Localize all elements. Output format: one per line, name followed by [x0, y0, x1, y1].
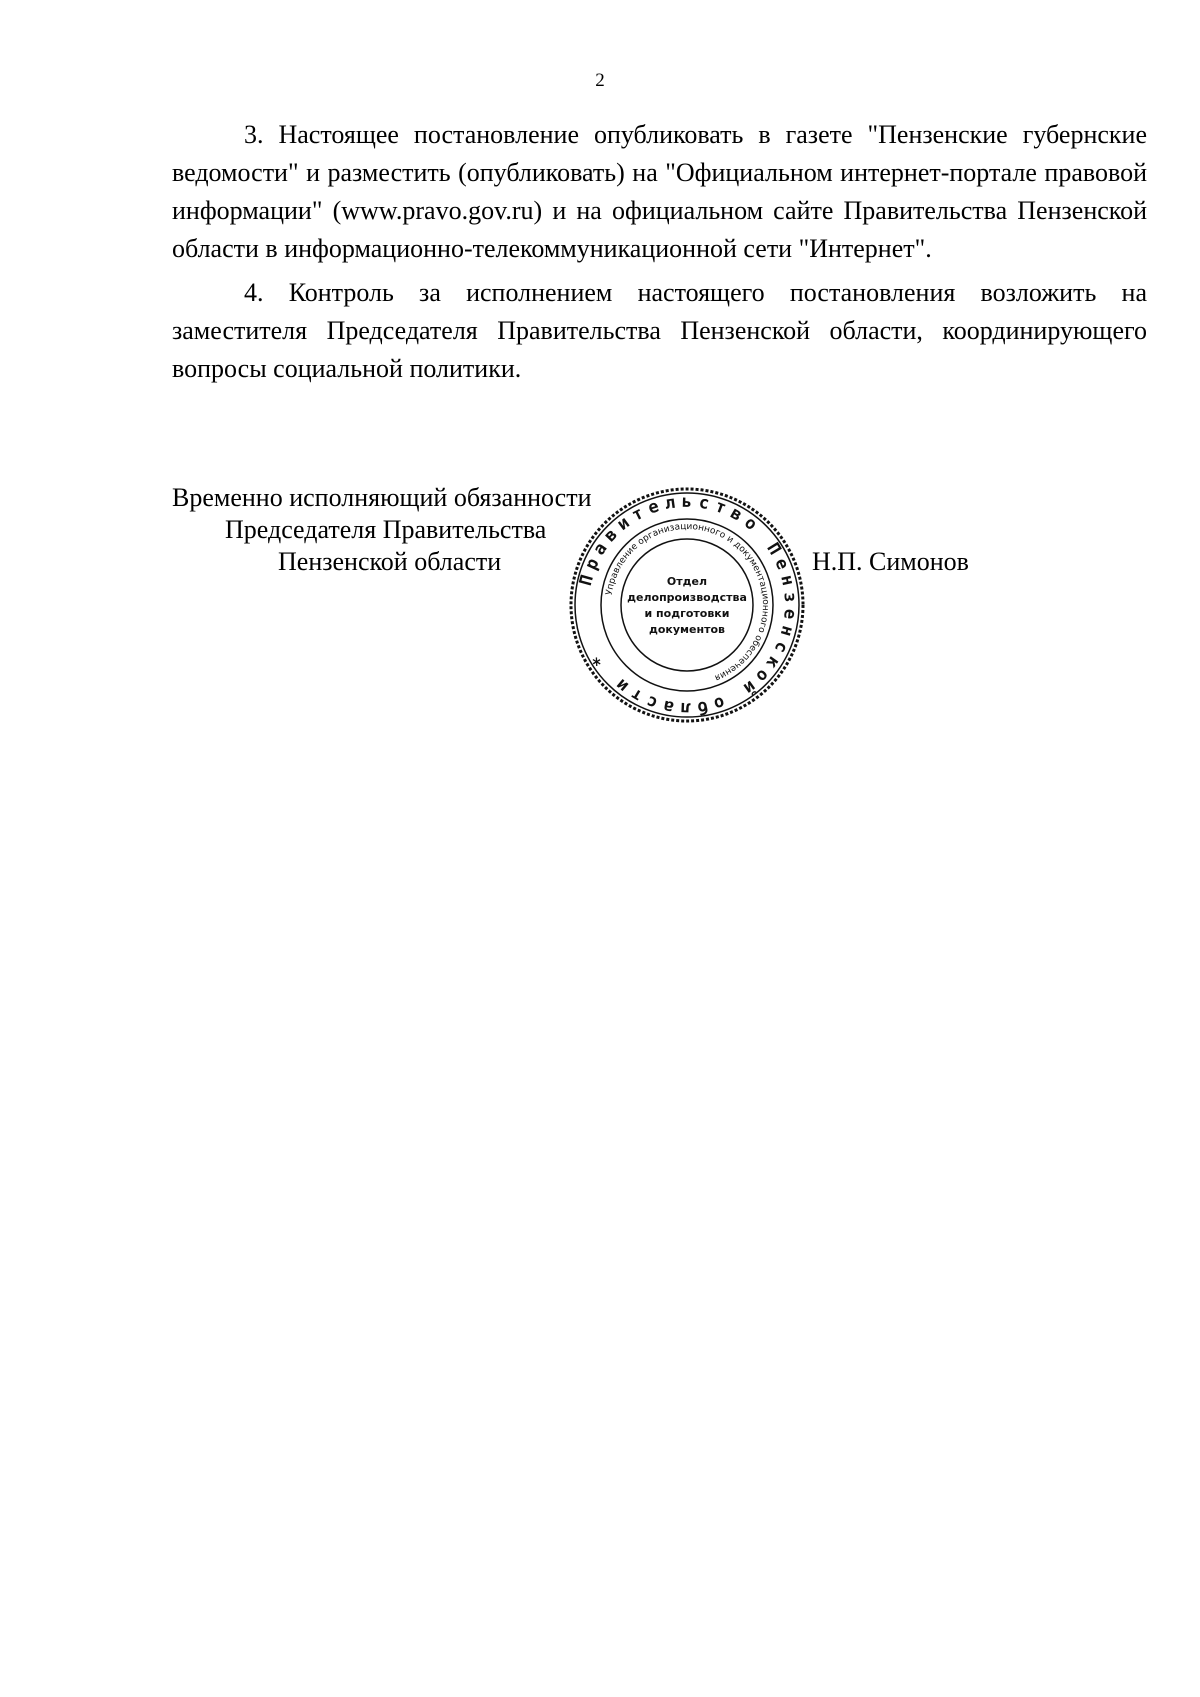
official-stamp — [567, 485, 807, 725]
stamp-center-line3: и подготовки — [644, 607, 730, 620]
stamp-center-line1: Отдел — [666, 575, 708, 588]
stamp-outer-text: Правительство Пензенской области * — [575, 491, 801, 719]
paragraph-3: 3. Настоящее постановление опубликовать в газете "Пензенские губернские ведомости" и разместить (опубликовать) на "Официальном интернет-портале правовой информации" (www.pravo.gov.ru) и на официальном сайте Правительства Пензенской области в информационно-телекоммуникационной сети "Интернет". — [172, 120, 1147, 263]
signature-position-line3: Пензенской области — [278, 547, 502, 576]
signature-position-line1: Временно исполняющий обязанности — [172, 483, 592, 512]
signature-position-line2: Председателя Правительства — [225, 515, 547, 544]
stamp-inner-ring — [621, 539, 753, 671]
document-body — [172, 116, 1147, 394]
stamp-center-line4: документов — [648, 623, 726, 636]
stamp-inner-text: Управление организационного и документационного обеспечения — [604, 521, 771, 683]
stamp-middle-ring — [601, 519, 773, 691]
paragraph-4: 4. Контроль за исполнением настоящего постановления возложить на заместителя Председателя Правительства Пензенской области, координирующего вопросы социальной политики. — [172, 278, 1147, 383]
page-number: 2 — [595, 70, 605, 91]
stamp-center-line2: делопроизводства — [627, 591, 747, 604]
signatory-name: Н.П. Симонов — [812, 547, 969, 576]
